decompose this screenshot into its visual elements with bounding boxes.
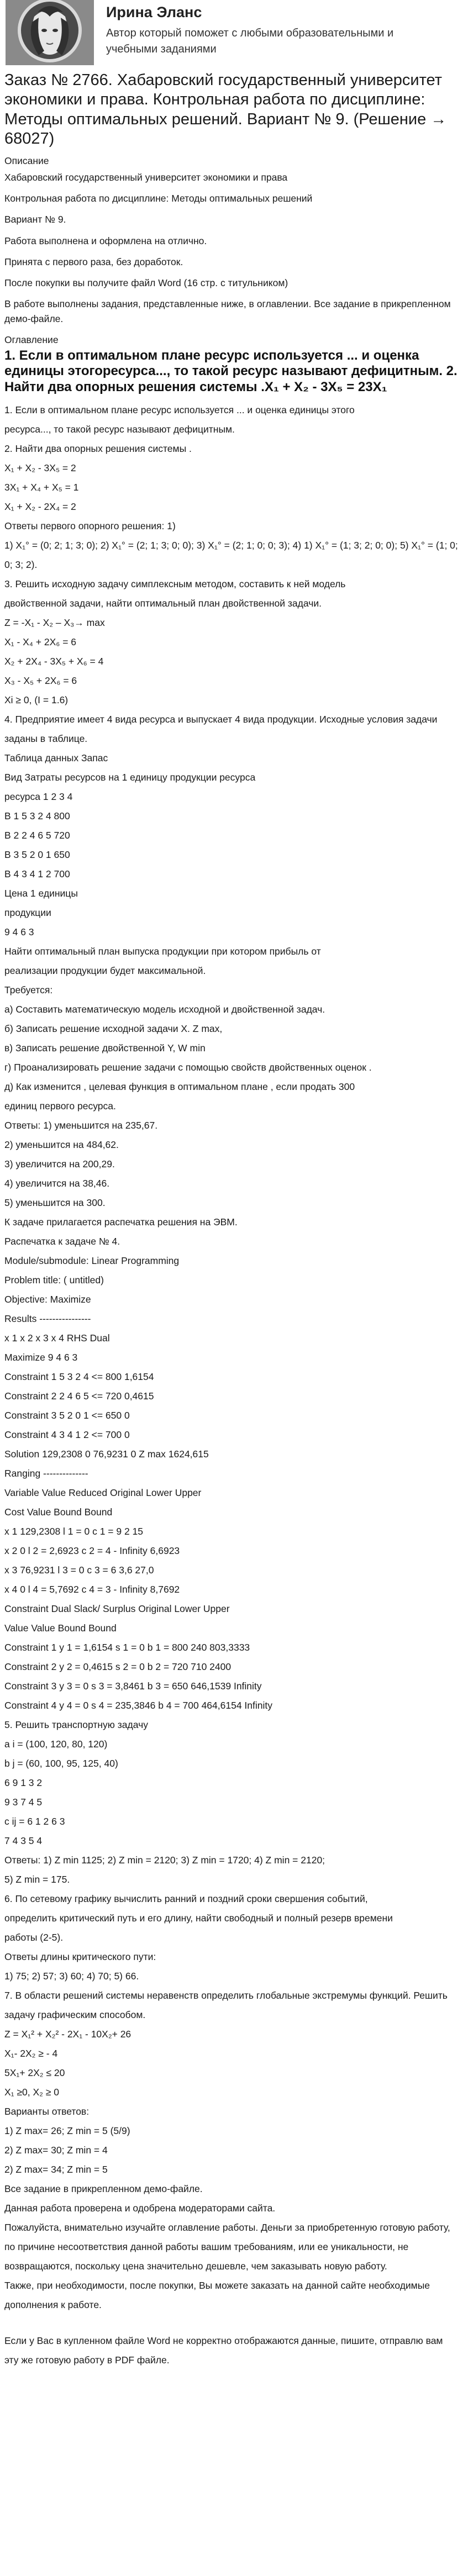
body-line <box>4 2315 459 2331</box>
body-line: 3) увеличится на 200,29. <box>4 1158 115 1170</box>
body-line: а) Составить математическую модель исходной и двойственной задач. <box>4 1003 325 1015</box>
body-line: Constraint 3 y 3 = 0 s 3 = 3,8461 b 3 = 650 646,1539 Infinity <box>4 1680 262 1692</box>
body-line: реализации продукции будет максимальной. <box>4 965 206 976</box>
body-line: 5) Z min = 175. <box>4 1873 70 1885</box>
body-line: Constraint 1 5 3 2 4 <= 800 1,6154 <box>4 1371 154 1382</box>
body-line: 1. Если в оптимальном плане ресурс используется ... и оценка единицы этого <box>4 404 355 415</box>
body-line: 5. Решить транспортную задачу <box>4 1719 148 1730</box>
body-line: К задаче прилагается распечатка решения на ЭВМ. <box>4 1216 238 1228</box>
body-line: Ответы первого опорного решения: 1) <box>4 520 176 531</box>
body-line: Value Value Bound Bound <box>4 1622 117 1634</box>
body-line: 5) уменьшится на 300. <box>4 1197 106 1208</box>
page-title: Заказ № 2766. Хабаровский государственный университет экономики и права. Контрольная работа по дисциплине: Методы оптимальных решений. Вариант № 9. (Решение → 68027) <box>4 71 447 148</box>
body-line: Results ---------------- <box>4 1313 91 1324</box>
body-line: 9 3 7 4 5 <box>4 1796 43 1808</box>
body-line: Вид Затраты ресурсов на 1 единицу продукции ресурса <box>4 771 256 783</box>
description-line: В работе выполнены задания, представленные ниже, в оглавлении. Все задание в прикрепленном демо-файле. <box>4 298 451 324</box>
description-line: После покупки вы получите файл Word (16 стр. с титульником) <box>4 277 288 288</box>
body-line: продукции <box>4 907 51 918</box>
body-line: Все задание в прикрепленном демо-файле. <box>4 2183 203 2194</box>
body-line: X₁- 2X₂ ≥ - 4 <box>4 2047 58 2059</box>
toc-label: Оглавление <box>4 334 59 345</box>
body-line: 6 9 1 3 2 <box>4 1777 43 1788</box>
body-line: Найти оптимальный план выпуска продукции при котором прибыль от <box>4 945 321 957</box>
body-line: X₂ + 2X₄ - 3X₅ + X₆ = 4 <box>4 655 104 667</box>
body-line: Ответы: 1) уменьшится на 235,67. <box>4 1119 158 1131</box>
body-line: Constraint 4 y 4 = 0 s 4 = 235,3846 b 4 = 700 464,6154 Infinity <box>4 1699 273 1711</box>
body-line: Таблица данных Запас <box>4 752 108 763</box>
body-line: 7 4 3 5 4 <box>4 1835 43 1846</box>
body-line: б) Записать решение исходной задачи X. Z max, <box>4 1023 223 1034</box>
body-line: b j = (60, 100, 95, 125, 40) <box>4 1757 118 1769</box>
body-line: Xi ≥ 0, (I = 1.6) <box>4 694 69 705</box>
body-line: 3. Решить исходную задачу симплексным методом, составить к ней модель <box>4 578 346 589</box>
body-line: Variable Value Reduced Original Lower Upper <box>4 1487 202 1498</box>
body-line: работы (2-5). <box>4 1931 64 1943</box>
body-line: x 2 0 l 2 = 2,6923 с 2 = 4 - Infinity 6,6923 <box>4 1545 180 1556</box>
body-line: ресурса 1 2 3 4 <box>4 791 73 802</box>
description-line: Работа выполнена и оформлена на отлично. <box>4 235 207 246</box>
body-line: X₃ - X₅ + 2X₆ = 6 <box>4 675 77 686</box>
body-line: 2) уменьшится на 484,62. <box>4 1139 119 1150</box>
author-description: Автор который поможет с любыми образовательными и учебными заданиями <box>106 27 394 56</box>
body-line: Если у Вас в купленном файле Word не корректно отображаются данные, пишите, отправлю вам эту же готовую работу в PDF файле. <box>4 2335 443 2366</box>
body-line: Cost Value Bound Bound <box>4 1506 113 1518</box>
body-line: Constraint 2 2 4 6 5 <= 720 0,4615 <box>4 1390 154 1402</box>
body-line: Constraint 4 3 4 1 2 <= 700 0 <box>4 1429 130 1440</box>
description-line: Хабаровский государственный университет экономики и права <box>4 171 288 183</box>
body-line: X₁ - X₄ + 2X₆ = 6 <box>4 636 77 647</box>
body-line: 2. Найти два опорных решения системы . <box>4 442 192 454</box>
body-line: В 1 5 3 2 4 800 <box>4 810 70 821</box>
description-line: Принята с первого раза, без доработок. <box>4 256 183 267</box>
body-line: двойственной задачи, найти оптимальный план двойственной задачи. <box>4 597 322 609</box>
description-line: Контрольная работа по дисциплине: Методы оптимальных решений <box>4 193 313 204</box>
body-line: 5X₁+ 2X₂ ≤ 20 <box>4 2067 65 2078</box>
body-line: Constraint 3 5 2 0 1 <= 650 0 <box>4 1409 130 1421</box>
body-line: В 2 2 4 6 5 720 <box>4 829 70 841</box>
body-line: Ответы длины критического пути: <box>4 1951 156 1962</box>
body-line: x 1 129,2308 l 1 = 0 с 1 = 9 2 15 <box>4 1525 144 1537</box>
body-line: 4. Предприятие имеет 4 вида ресурса и выпускает 4 вида продукции. Исходные условия задачи заданы в таблице. <box>4 713 438 744</box>
body-line: 9 4 6 3 <box>4 926 34 937</box>
body-line: г) Проанализировать решение задачи с помощью свойств двойственных оценок . <box>4 1061 372 1073</box>
body-line: Constraint 1 y 1 = 1,6154 s 1 = 0 b 1 = 800 240 803,3333 <box>4 1641 250 1653</box>
body-line: определить критический путь и его длину, найти свободный и полный резерв времени <box>4 1912 393 1924</box>
body-line: x 1 x 2 x 3 x 4 RHS Dual <box>4 1332 110 1344</box>
task-heading: 1. Если в оптимальном плане ресурс используется ... и оценка единицы этогоресурса..., то такой ресурс называют дефицитным. 2. Найти два опорных решения системы .X₁ + X₂ - 3X₅ = 23X₁ <box>4 348 458 394</box>
body-line: x 4 0 l 4 = 5,7692 с 4 = 3 - Infinity 8,7692 <box>4 1583 180 1595</box>
body-line: Maximize 9 4 6 3 <box>4 1351 78 1363</box>
author-header <box>4 0 459 67</box>
body-line: Данная работа проверена и одобрена модераторами сайта. <box>4 2202 276 2214</box>
body-line: Z = X₁² + X₂² - 2X₁ - 10X₂+ 26 <box>4 2028 132 2040</box>
body-line: X₁ ≥0, X₂ ≥ 0 <box>4 2086 60 2098</box>
body-line: Также, при необходимости, после покупки, Вы можете заказать на данной сайте необходимые дополнения к работе. <box>4 2279 430 2310</box>
body-line: 1) Z max= 26; Z min = 5 (5/9) <box>4 2125 130 2136</box>
body-line: единиц первого ресурса. <box>4 1100 116 1111</box>
description-label: Описание <box>4 155 49 166</box>
body-line: д) Как изменится , целевая функция в оптимальном плане , если продать 300 <box>4 1081 355 1092</box>
description-block <box>4 170 459 326</box>
body-line: 6. По сетевому графику вычислить ранний и поздний сроки свершения событий, <box>4 1893 368 1904</box>
body-line: Z = -X₁ - X₂ – X₃→ max <box>4 617 105 628</box>
description-line: Вариант № 9. <box>4 214 66 225</box>
author-name[interactable]: Ирина Эланс <box>106 4 202 20</box>
body-line: 2) Z max= 34; Z min = 5 <box>4 2163 108 2175</box>
body-line: x 3 76,9231 l 3 = 0 с 3 = 6 3,6 27,0 <box>4 1564 154 1576</box>
avatar[interactable] <box>6 0 94 65</box>
body-line: 1) X₁° = (0; 2; 1; 3; 0); 2) X₁° = (2; 1; 3; 0; 0); 3) X₁° = (2; 1; 0; 0; 3); 4) 1) X₁° = (1; 3; 2; 0; 0); 5) X₁° = (1; 0; 0; 3; 2). <box>4 539 458 570</box>
body-line: Требуется: <box>4 984 53 995</box>
body-line: X₁ + X₂ - 3X₅ = 2 <box>4 462 76 473</box>
body-line: Ranging -------------- <box>4 1467 88 1479</box>
body-line: a i = (100, 120, 80, 120) <box>4 1738 108 1750</box>
task-body <box>4 401 459 2370</box>
body-line: X₁ + X₂ - 2X₄ = 2 <box>4 501 76 512</box>
body-line: 7. В области решений системы неравенств определить глобальные экстремумы функций. Решить задачу графическим способом. <box>4 1989 448 2020</box>
body-line: 2) Z max= 30; Z min = 4 <box>4 2144 108 2156</box>
body-line: Objective: Maximize <box>4 1293 91 1305</box>
body-line: Ответы: 1) Z min 1125; 2) Z min = 2120; 3) Z min = 1720; 4) Z min = 2120; <box>4 1854 325 1866</box>
body-line: c ij = 6 1 2 6 3 <box>4 1815 65 1827</box>
body-line: Цена 1 единицы <box>4 887 78 899</box>
body-line: Constraint Dual Slack/ Surplus Original Lower Upper <box>4 1603 230 1614</box>
body-line: В 3 5 2 0 1 650 <box>4 849 70 860</box>
body-line: в) Записать решение двойственной Y, W min <box>4 1042 206 1053</box>
body-line: 1) 75; 2) 57; 3) 60; 4) 70; 5) 66. <box>4 1970 139 1982</box>
body-line: 4) увеличится на 38,46. <box>4 1177 110 1189</box>
body-line: ресурса..., то такой ресурс называют дефицитным. <box>4 423 235 435</box>
body-line: Пожалуйста, внимательно изучайте оглавление работы. Деньги за приобретенную готовую работу, по причине несоответствия данной работы вашим требованиям, или ее уникальности, не возвращаются, поскольку цена значительно дешевле, чем заказывать новую работу. <box>4 2221 450 2272</box>
body-line: Problem title: ( untitled) <box>4 1274 104 1286</box>
body-line: В 4 3 4 1 2 700 <box>4 868 70 879</box>
body-line: Solution 129,2308 0 76,9231 0 Z max 1624,615 <box>4 1448 209 1460</box>
body-line: Варианты ответов: <box>4 2105 90 2117</box>
body-line: Распечатка к задаче № 4. <box>4 1235 120 1247</box>
body-line: 3X₁ + X₄ + X₅ = 1 <box>4 481 79 493</box>
body-line: Module/submodule: Linear Programming <box>4 1255 180 1266</box>
avatar-image-icon <box>6 0 94 65</box>
body-line: Constraint 2 y 2 = 0,4615 s 2 = 0 b 2 = 720 710 2400 <box>4 1661 232 1672</box>
author-info <box>106 0 416 57</box>
